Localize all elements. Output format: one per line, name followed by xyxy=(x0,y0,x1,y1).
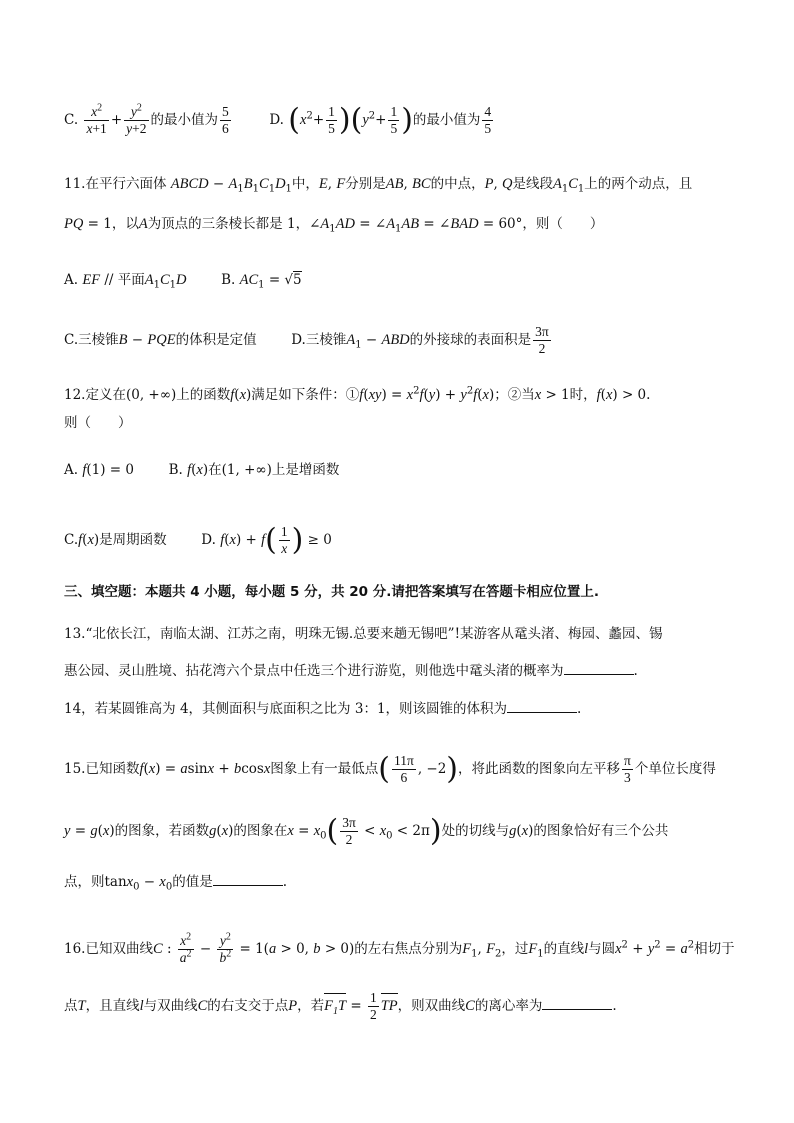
q11-options-cd: C.三棱锥B − PQE的体积是定值 D.三棱锥$A_1$ − ABD的外接球的表面积是 $\frac{3\pi}{2}$ xyxy=(64,324,549,356)
q15-text: 的图象，若函数 xyxy=(114,823,210,839)
q15-line2: y = g(x)的图象，若函数g(x)的图象在$x = x_0$( $\frac{3\pi}{2}$ < $x_0 < 2\pi$)处的切线与g(x)的图象恰好有三个公共 xyxy=(64,813,669,849)
q15-text: 15.已知函数 xyxy=(64,761,140,777)
q12-text: 上的函数 xyxy=(176,387,231,403)
q15-text: ，将此函数的图象向左平移 xyxy=(458,761,621,777)
q15-text: 个单位长度得 xyxy=(634,761,716,777)
q11-text: 为顶点的三条棱长都是 1， xyxy=(147,216,310,232)
q15-text: 的值是 xyxy=(172,874,213,890)
q11-option-b-label: B. xyxy=(221,272,236,288)
q12-text: 则（ ） xyxy=(64,415,132,431)
q15-line1: 15.已知函数f(x) = asinx + bcosx图象上有一最低点( $\frac{11\pi}{6}$ , −2)，将此函数的图象向左平移 $\frac{\pi}{3}$ 个单位长度得 xyxy=(64,751,716,787)
q15-answer-blank[interactable] xyxy=(213,871,283,886)
q10-option-c-label: C. xyxy=(64,112,79,128)
q11-text: 的中点， xyxy=(430,176,485,192)
q13-answer-blank[interactable] xyxy=(564,660,634,675)
q16-text: 相切于 xyxy=(694,941,735,957)
q11-text: 分别是 xyxy=(345,176,386,192)
q11-option-d-text: 的外接球的表面积是 xyxy=(409,332,532,348)
q16-line2: 点T，且直线l与双曲线C的右支交于点P，若$F_1T$ = $\frac{1}{2}$ TP，则双曲线C的离心率为 . xyxy=(64,990,617,1022)
q12-option-b-text: 在 xyxy=(208,462,222,478)
q16-text: 与双曲线 xyxy=(143,998,198,1014)
q16-text: 与圆 xyxy=(588,941,616,957)
q15-text: 处的切线与 xyxy=(441,823,510,839)
q16-text: 的左右焦点分别为 xyxy=(354,941,463,957)
q12-text: 12.定义在 xyxy=(64,387,126,403)
q10-option-d-text: 的最小值为 xyxy=(412,112,481,128)
q11-line1: 11.在平行六面体 ABCD − $A_1B_1C_1D_1$中，E, F分别是AB, BC的中点，P, Q是线段$A_1C_1$上的两个动点，且 xyxy=(64,176,693,195)
q15-text: 的图象恰好有三个公共 xyxy=(533,823,669,839)
q16-text: 点 xyxy=(64,998,78,1014)
q12-option-d-label: D. xyxy=(201,532,216,548)
q12-options-ab: A. f(1) = 0 B. f(x)在(1, +∞)上是增函数 xyxy=(64,462,340,478)
q16-line1: 16.已知双曲线C : $\frac{x^2}{a^2}$ − $\frac{y^2}{b^2}$ = 1(a > 0, b > 0)的左右焦点分别为$F_1$, $F_2$，过$F_1$的直线l与圆$x^2 + y^2 = a^2$相切于 xyxy=(64,931,735,965)
q11-text: 11.在平行六面体 xyxy=(64,176,167,192)
q11-option-a-text: 平面 xyxy=(117,272,145,288)
q15-text: 点，则 xyxy=(64,874,105,890)
q11-option-c-label: C.三棱锥 xyxy=(64,332,119,348)
q11-text: 中， xyxy=(291,176,319,192)
q11-text: ，以 xyxy=(111,216,139,232)
q16-text: 16.已知双曲线 xyxy=(64,941,153,957)
q13-line1: 13.“北依长江，南临太湖、江苏之南，明珠无锡.总要来趟无锡吧”!某游客从鼋头渚、梅园、蠡园、锡 xyxy=(64,626,663,642)
q11-text: 是线段 xyxy=(512,176,554,192)
q16-text: ，过 xyxy=(501,941,529,957)
q12-line2 xyxy=(64,413,754,433)
q15-text: 图象上有一最低点 xyxy=(270,761,379,777)
q11-line2: PQ = 1，以A为顶点的三条棱长都是 1，$\angle A_1AD$ = $\angle A_1AB$ = ∠BAD = 60°，则（ ） xyxy=(64,216,604,235)
q12-option-a-label: A. xyxy=(64,462,79,478)
q10-option-d-label: D. xyxy=(269,112,284,128)
q11-option-a-label: A. xyxy=(64,272,79,288)
q12-text: ；②当 xyxy=(494,387,535,403)
q16-text: 的右支交于点 xyxy=(207,998,289,1014)
q16-text: ，且直线 xyxy=(85,998,140,1014)
q16-answer-blank[interactable] xyxy=(542,995,612,1010)
q14-answer-blank[interactable] xyxy=(507,698,577,713)
q10-options-cd: C. $\frac{x^2}{x+1}$ + $\frac{y^2}{y+2}$ 的最小值为 $\frac{5}{6}$ D. ($x^2+$ $\frac{1}{5}$ )($y^2+$ $\frac{1}{5}$ )的最小值为 $\frac{4}{5}$ xyxy=(64,102,492,138)
q11-options-ab: A. EF // 平面$A_1C_1D$ B. $AC_1 = √5$ xyxy=(64,272,302,291)
q15-line3: 点，则$\tan x_0 - x_0$的值是 . xyxy=(64,871,754,892)
q12-text: 满足如下条件：① xyxy=(251,387,360,403)
q13-line2: 惠公园、灵山胜境、拈花湾六个景点中任选三个进行游览，则他选中鼋头渚的概率为 . xyxy=(64,660,754,681)
section-3-heading: 三、填空题：本题共 4 小题，每小题 5 分，共 20 分.请把答案填写在答题卡相应位置上. xyxy=(64,584,600,600)
q14-line: 14，若某圆锥高为 4，其侧面积与底面积之比为 3：1，则该圆锥的体积为 . xyxy=(64,698,754,719)
q14-text: 14，若某圆锥高为 4，其侧面积与底面积之比为 3：1，则该圆锥的体积为 xyxy=(64,701,508,717)
q10-option-c-text: 的最小值为 xyxy=(150,112,218,128)
q16-text: 的离心率为 xyxy=(474,998,543,1014)
q12-text: 时， xyxy=(569,387,597,403)
q13-text: 惠公园、灵山胜境、拈花湾六个景点中任选三个进行游览，则他选中鼋头渚的概率为 xyxy=(64,663,564,679)
q12-option-c-label: C. xyxy=(64,532,79,548)
q11-option-d-label: D.三棱锥 xyxy=(291,332,347,348)
q12-options-cd: C.f(x)是周期函数 D. f(x) + f( $\frac{1}{x}$ ) ≥ 0 xyxy=(64,522,332,558)
q11-text: ，则（ ） xyxy=(522,216,604,232)
q12-option-c-text: 是周期函数 xyxy=(99,532,167,548)
q11-option-c-text: 的体积是定值 xyxy=(175,332,257,348)
q15-text: 的图象在 xyxy=(233,823,288,839)
q11-text: 上的两个动点，且 xyxy=(584,176,693,192)
q16-text: ，若 xyxy=(297,998,325,1014)
q12-option-b-label: B. xyxy=(168,462,183,478)
q16-text: 的直线 xyxy=(543,941,585,957)
q16-text: ，则双曲线 xyxy=(397,998,466,1014)
q12-line1: 12.定义在(0, +∞)上的函数f(x)满足如下条件：①f(xy) = $x^2f(y) + y^2f(x)$；②当x > 1时，f(x) > 0. xyxy=(64,385,651,403)
q12-option-b-text: 上是增函数 xyxy=(271,462,340,478)
